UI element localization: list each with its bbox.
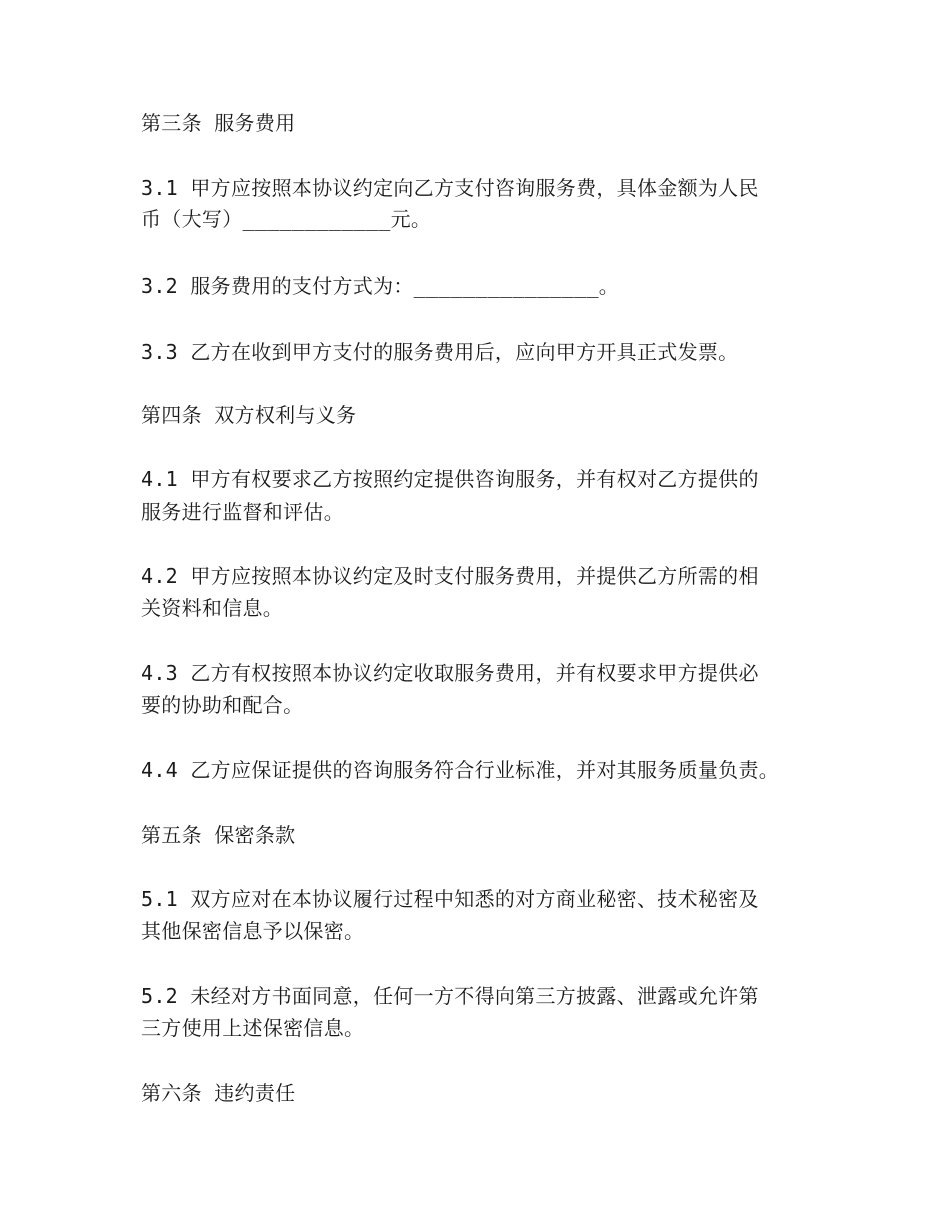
clause-3-3: 3.3 乙方在收到甲方支付的服务费用后，应向甲方开具正式发票。 [141,340,739,364]
clause-4-2-line-1: 4.2 甲方应按照本协议约定及时支付服务费用，并提供乙方所需的相 [141,564,759,588]
clause-4-2-line-2: 关资料和信息。 [141,596,284,620]
clause-4-3-line-2: 要的协助和配合。 [141,693,304,717]
clause-4-3-line-1: 4.3 乙方有权按照本协议约定收取服务费用，并有权要求甲方提供必 [141,661,759,685]
clause-4-1-line-2: 服务进行监督和评估。 [141,500,344,524]
clause-3-2: 3.2 服务费用的支付方式为：_______________。 [141,274,620,298]
clause-3-1-line-2: 币（大写）____________元。 [141,207,432,231]
section-heading-4: 第四条 双方权利与义务 [141,403,357,427]
clause-5-1-line-2: 其他保密信息予以保密。 [141,919,365,943]
clause-4-1-line-1: 4.1 甲方有权要求乙方按照约定提供咨询服务，并有权对乙方提供的 [141,467,759,491]
section-heading-6: 第六条 违约责任 [141,1081,296,1105]
clause-5-2-line-2: 三方使用上述保密信息。 [141,1016,365,1040]
clause-5-1-line-1: 5.1 双方应对在本协议履行过程中知悉的对方商业秘密、技术秘密及 [141,887,759,911]
clause-3-1-line-1: 3.1 甲方应按照本协议约定向乙方支付咨询服务费，具体金额为人民 [141,176,759,200]
clause-4-4: 4.4 乙方应保证提供的咨询服务符合行业标准，并对其服务质量负责。 [141,758,780,782]
clause-5-2-line-1: 5.2 未经对方书面同意，任何一方不得向第三方披露、泄露或允许第 [141,984,759,1008]
section-heading-5: 第五条 保密条款 [141,823,296,847]
section-heading-3: 第三条 服务费用 [141,111,296,135]
